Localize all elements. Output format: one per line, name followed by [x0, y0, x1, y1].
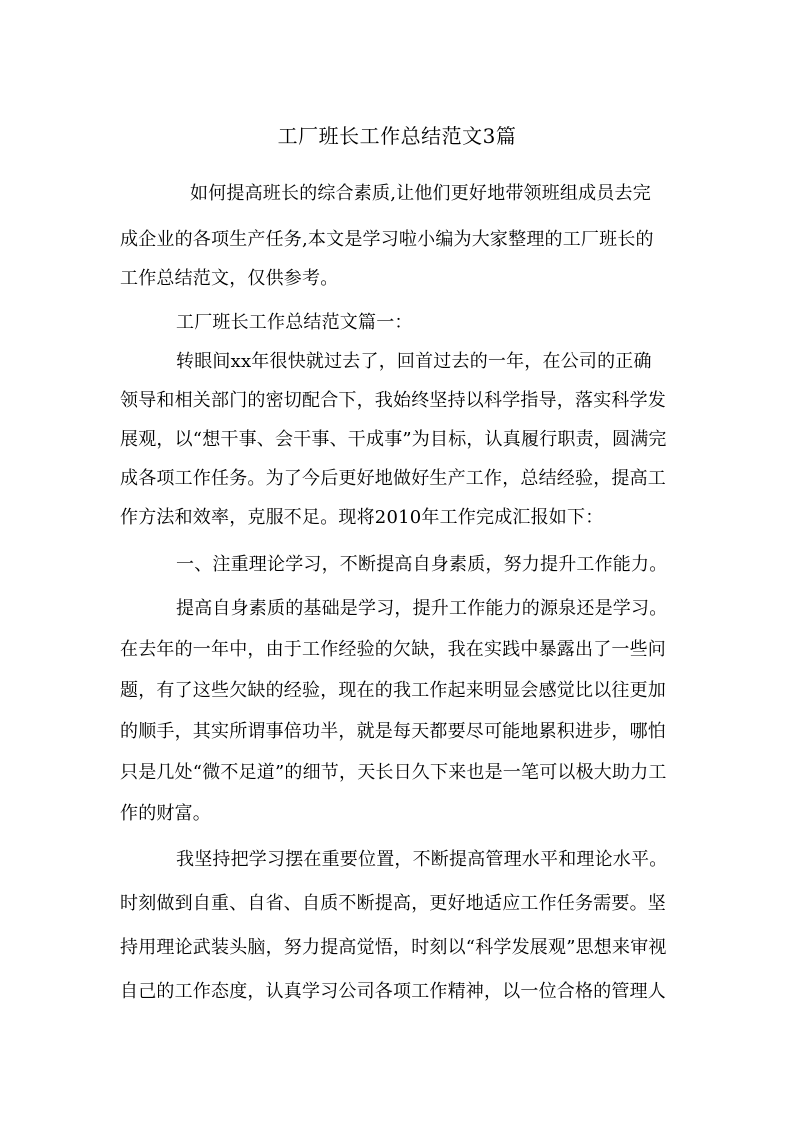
paragraph-line: 转眼间xx年很快就过去了，回首过去的一年，在公司的正确	[176, 351, 652, 372]
paragraph-line: 作方法和效率，克服不足。现将2010年工作完成汇报如下：	[120, 507, 604, 528]
paragraph-line: 如何提高班长的综合素质,让他们更好地带领班组成员去完	[190, 183, 651, 204]
paragraph-line: 只是几处“微不足道”的细节，天长日久下来也是一笔可以极大助力工	[120, 762, 667, 783]
subheading-line: 一、注重理论学习，不断提高自身素质，努力提升工作能力。	[176, 554, 668, 575]
paragraph-line: 的顺手，其实所谓事倍功半，就是每天都要尽可能地累积进步，哪怕	[120, 721, 666, 742]
paragraph-line: 工作总结范文，仅供参考。	[120, 268, 339, 289]
paragraph-line: 提高自身素质的基础是学习，提升工作能力的源泉还是学习。	[176, 598, 668, 619]
paragraph-line: 题，有了这些欠缺的经验，现在的我工作起来明显会感觉比以往更加	[120, 680, 666, 701]
paragraph-line: 成企业的各项生产任务,本文是学习啦小编为大家整理的工厂班长的	[120, 229, 654, 250]
paragraph-line: 领导和相关部门的密切配合下，我始终坚持以科学指导，落实科学发	[120, 390, 666, 411]
section-heading: 工厂班长工作总结范文篇一：	[176, 312, 413, 333]
paragraph-line: 持用理论武装头脑，努力提高觉悟，时刻以“科学发展观”思想来审视	[120, 937, 667, 958]
paragraph-line: 展观，以“想干事、会干事、干成事”为目标，认真履行职责，圆满完	[120, 429, 667, 450]
paragraph-line: 在去年的一年中，由于工作经验的欠缺，我在实践中暴露出了一些问	[120, 639, 666, 660]
paragraph-line: 成各项工作任务。为了今后更好地做好生产工作，总结经验，提高工	[120, 468, 666, 489]
paragraph-line: 作的财富。	[120, 803, 211, 824]
paragraph-line: 我坚持把学习摆在重要位置，不断提高管理水平和理论水平。	[176, 849, 668, 870]
paragraph-line: 自己的工作态度，认真学习公司各项工作精神，以一位合格的管理人	[120, 981, 666, 1002]
paragraph-line: 时刻做到自重、自省、自质不断提高，更好地适应工作任务需要。坚	[120, 893, 666, 914]
document-title: 工厂班长工作总结范文3篇	[277, 124, 517, 148]
